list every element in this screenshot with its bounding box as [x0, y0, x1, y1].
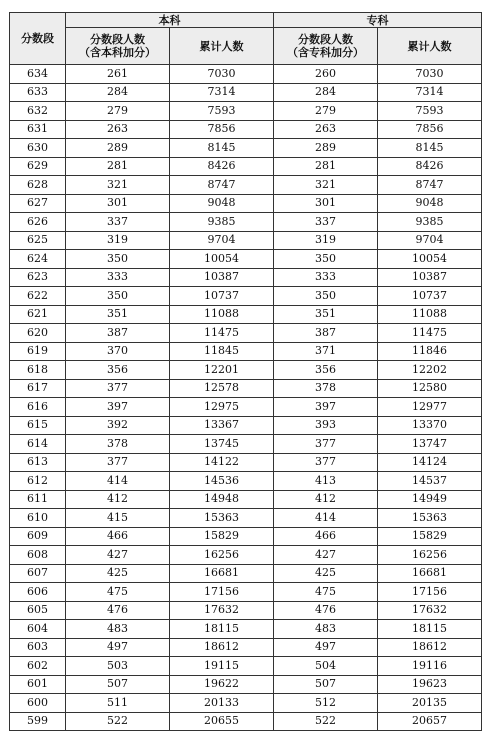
benke-cumulative-cell: 9385	[170, 213, 274, 232]
zhuanke-cumulative-cell: 12977	[378, 398, 482, 417]
benke-cumulative-cell: 11088	[170, 305, 274, 324]
score-cell: 628	[10, 176, 66, 195]
header-zhuanke-count	[274, 28, 378, 65]
score-cell: 608	[10, 546, 66, 565]
score-cell: 632	[10, 102, 66, 121]
header-group-zhuanke: 专科	[274, 13, 482, 28]
zhuanke-cumulative-cell: 20657	[378, 712, 482, 731]
zhuanke-count-cell: 321	[274, 176, 378, 195]
zhuanke-cumulative-cell: 10737	[378, 287, 482, 306]
benke-cumulative-cell: 8145	[170, 139, 274, 158]
zhuanke-cumulative-cell: 10054	[378, 250, 482, 269]
score-cell: 631	[10, 120, 66, 139]
table-row	[10, 453, 482, 472]
benke-count-cell: 356	[66, 361, 170, 380]
zhuanke-cumulative-cell: 7593	[378, 102, 482, 121]
table-row	[10, 120, 482, 139]
zhuanke-cumulative-cell: 14124	[378, 453, 482, 472]
zhuanke-cumulative-cell: 15829	[378, 527, 482, 546]
benke-count-cell: 281	[66, 157, 170, 176]
score-cell: 626	[10, 213, 66, 232]
score-cell: 612	[10, 472, 66, 491]
zhuanke-cumulative-cell: 9048	[378, 194, 482, 213]
zhuanke-count-cell: 427	[274, 546, 378, 565]
zhuanke-cumulative-cell: 7856	[378, 120, 482, 139]
header-zhuanke-cumulative: 累计人数	[378, 28, 482, 65]
table-row	[10, 250, 482, 269]
table-row	[10, 324, 482, 343]
table-row	[10, 472, 482, 491]
benke-count-cell: 392	[66, 416, 170, 435]
zhuanke-cumulative-cell: 20135	[378, 694, 482, 713]
benke-cumulative-cell: 15363	[170, 509, 274, 528]
benke-cumulative-cell: 14122	[170, 453, 274, 472]
benke-cumulative-cell: 18115	[170, 620, 274, 639]
score-cell: 624	[10, 250, 66, 269]
zhuanke-count-cell: 483	[274, 620, 378, 639]
zhuanke-count-cell: 497	[274, 638, 378, 657]
benke-cumulative-cell: 7593	[170, 102, 274, 121]
header-zhuanke-count-line2: （含专科加分）	[287, 46, 364, 59]
benke-cumulative-cell: 19622	[170, 675, 274, 694]
table-row	[10, 416, 482, 435]
benke-cumulative-cell: 14948	[170, 490, 274, 509]
score-cell: 621	[10, 305, 66, 324]
score-cell: 619	[10, 342, 66, 361]
benke-count-cell: 350	[66, 287, 170, 306]
table-row	[10, 157, 482, 176]
score-cell: 618	[10, 361, 66, 380]
benke-count-cell: 511	[66, 694, 170, 713]
table-row	[10, 102, 482, 121]
zhuanke-count-cell: 377	[274, 435, 378, 454]
zhuanke-count-cell: 263	[274, 120, 378, 139]
zhuanke-cumulative-cell: 15363	[378, 509, 482, 528]
score-cell: 630	[10, 139, 66, 158]
zhuanke-count-cell: 350	[274, 250, 378, 269]
zhuanke-count-cell: 356	[274, 361, 378, 380]
benke-count-cell: 351	[66, 305, 170, 324]
table-row	[10, 564, 482, 583]
table-row	[10, 287, 482, 306]
score-cell: 627	[10, 194, 66, 213]
header-row-groups	[10, 13, 482, 28]
zhuanke-count-cell: 512	[274, 694, 378, 713]
zhuanke-cumulative-cell: 16681	[378, 564, 482, 583]
score-cell: 633	[10, 83, 66, 102]
score-cell: 623	[10, 268, 66, 287]
table-row	[10, 176, 482, 195]
zhuanke-cumulative-cell: 9704	[378, 231, 482, 250]
benke-cumulative-cell: 10054	[170, 250, 274, 269]
zhuanke-count-cell: 260	[274, 65, 378, 84]
benke-cumulative-cell: 17632	[170, 601, 274, 620]
benke-count-cell: 350	[66, 250, 170, 269]
zhuanke-cumulative-cell: 18612	[378, 638, 482, 657]
header-benke-count	[66, 28, 170, 65]
benke-cumulative-cell: 12578	[170, 379, 274, 398]
zhuanke-count-cell: 476	[274, 601, 378, 620]
benke-count-cell: 377	[66, 453, 170, 472]
benke-count-cell: 412	[66, 490, 170, 509]
benke-count-cell: 337	[66, 213, 170, 232]
benke-count-cell: 425	[66, 564, 170, 583]
benke-count-cell: 261	[66, 65, 170, 84]
zhuanke-cumulative-cell: 11846	[378, 342, 482, 361]
zhuanke-count-cell: 412	[274, 490, 378, 509]
zhuanke-cumulative-cell: 17632	[378, 601, 482, 620]
table-row	[10, 65, 482, 84]
header-benke-count-line2: （含本科加分）	[79, 46, 156, 59]
benke-count-cell: 370	[66, 342, 170, 361]
benke-count-cell: 503	[66, 657, 170, 676]
benke-count-cell: 319	[66, 231, 170, 250]
benke-cumulative-cell: 7030	[170, 65, 274, 84]
benke-count-cell: 476	[66, 601, 170, 620]
zhuanke-count-cell: 377	[274, 453, 378, 472]
score-cell: 602	[10, 657, 66, 676]
zhuanke-cumulative-cell: 19116	[378, 657, 482, 676]
zhuanke-cumulative-cell: 12202	[378, 361, 482, 380]
zhuanke-count-cell: 378	[274, 379, 378, 398]
zhuanke-count-cell: 284	[274, 83, 378, 102]
score-cell: 611	[10, 490, 66, 509]
score-cell: 607	[10, 564, 66, 583]
table-row	[10, 379, 482, 398]
zhuanke-count-cell: 279	[274, 102, 378, 121]
zhuanke-cumulative-cell: 7030	[378, 65, 482, 84]
zhuanke-cumulative-cell: 9385	[378, 213, 482, 232]
benke-cumulative-cell: 12201	[170, 361, 274, 380]
benke-cumulative-cell: 12975	[170, 398, 274, 417]
table-row	[10, 490, 482, 509]
benke-cumulative-cell: 8426	[170, 157, 274, 176]
benke-cumulative-cell: 7314	[170, 83, 274, 102]
zhuanke-cumulative-cell: 8426	[378, 157, 482, 176]
score-cell: 629	[10, 157, 66, 176]
zhuanke-cumulative-cell: 8747	[378, 176, 482, 195]
zhuanke-count-cell: 414	[274, 509, 378, 528]
score-cell: 613	[10, 453, 66, 472]
score-distribution-table	[9, 12, 482, 731]
score-cell: 620	[10, 324, 66, 343]
benke-count-cell: 301	[66, 194, 170, 213]
zhuanke-count-cell: 337	[274, 213, 378, 232]
table-row	[10, 509, 482, 528]
zhuanke-count-cell: 507	[274, 675, 378, 694]
header-score: 分数段	[10, 13, 66, 65]
score-cell: 600	[10, 694, 66, 713]
benke-count-cell: 427	[66, 546, 170, 565]
zhuanke-count-cell: 350	[274, 287, 378, 306]
zhuanke-count-cell: 413	[274, 472, 378, 491]
benke-count-cell: 378	[66, 435, 170, 454]
header-row-columns	[10, 28, 482, 65]
table-row	[10, 213, 482, 232]
zhuanke-count-cell: 504	[274, 657, 378, 676]
zhuanke-cumulative-cell: 10387	[378, 268, 482, 287]
benke-cumulative-cell: 13745	[170, 435, 274, 454]
benke-cumulative-cell: 13367	[170, 416, 274, 435]
zhuanke-cumulative-cell: 18115	[378, 620, 482, 639]
header-group-benke: 本科	[66, 13, 274, 28]
header-benke-count-line1: 分数段人数	[90, 33, 145, 46]
benke-cumulative-cell: 20133	[170, 694, 274, 713]
benke-count-cell: 263	[66, 120, 170, 139]
score-cell: 617	[10, 379, 66, 398]
benke-cumulative-cell: 7856	[170, 120, 274, 139]
table-row	[10, 231, 482, 250]
score-cell: 614	[10, 435, 66, 454]
zhuanke-count-cell: 319	[274, 231, 378, 250]
zhuanke-count-cell: 301	[274, 194, 378, 213]
zhuanke-count-cell: 351	[274, 305, 378, 324]
benke-cumulative-cell: 19115	[170, 657, 274, 676]
benke-cumulative-cell: 11845	[170, 342, 274, 361]
zhuanke-cumulative-cell: 11475	[378, 324, 482, 343]
zhuanke-cumulative-cell: 7314	[378, 83, 482, 102]
header-zhuanke-count-line1: 分数段人数	[298, 33, 353, 46]
table-row	[10, 657, 482, 676]
table-row	[10, 620, 482, 639]
benke-count-cell: 497	[66, 638, 170, 657]
zhuanke-cumulative-cell: 13370	[378, 416, 482, 435]
benke-cumulative-cell: 15829	[170, 527, 274, 546]
zhuanke-count-cell: 466	[274, 527, 378, 546]
score-cell: 605	[10, 601, 66, 620]
benke-count-cell: 483	[66, 620, 170, 639]
score-cell: 622	[10, 287, 66, 306]
benke-count-cell: 387	[66, 324, 170, 343]
table-row	[10, 712, 482, 731]
table-row	[10, 268, 482, 287]
score-cell: 615	[10, 416, 66, 435]
benke-count-cell: 377	[66, 379, 170, 398]
score-cell: 601	[10, 675, 66, 694]
benke-count-cell: 522	[66, 712, 170, 731]
table-row	[10, 675, 482, 694]
benke-cumulative-cell: 14536	[170, 472, 274, 491]
zhuanke-cumulative-cell: 12580	[378, 379, 482, 398]
score-cell: 606	[10, 583, 66, 602]
benke-count-cell: 279	[66, 102, 170, 121]
zhuanke-count-cell: 397	[274, 398, 378, 417]
zhuanke-cumulative-cell: 16256	[378, 546, 482, 565]
zhuanke-count-cell: 289	[274, 139, 378, 158]
benke-cumulative-cell: 8747	[170, 176, 274, 195]
benke-count-cell: 321	[66, 176, 170, 195]
table-row	[10, 601, 482, 620]
table-body	[10, 65, 482, 731]
benke-cumulative-cell: 18612	[170, 638, 274, 657]
benke-count-cell: 507	[66, 675, 170, 694]
table-row	[10, 546, 482, 565]
zhuanke-count-cell: 425	[274, 564, 378, 583]
zhuanke-cumulative-cell: 11088	[378, 305, 482, 324]
score-cell: 603	[10, 638, 66, 657]
zhuanke-cumulative-cell: 13747	[378, 435, 482, 454]
zhuanke-cumulative-cell: 8145	[378, 139, 482, 158]
table-row	[10, 139, 482, 158]
benke-cumulative-cell: 16681	[170, 564, 274, 583]
benke-cumulative-cell: 10387	[170, 268, 274, 287]
table-row	[10, 83, 482, 102]
benke-count-cell: 466	[66, 527, 170, 546]
score-cell: 610	[10, 509, 66, 528]
zhuanke-count-cell: 281	[274, 157, 378, 176]
zhuanke-cumulative-cell: 17156	[378, 583, 482, 602]
score-cell: 634	[10, 65, 66, 84]
benke-cumulative-cell: 9704	[170, 231, 274, 250]
benke-count-cell: 397	[66, 398, 170, 417]
zhuanke-count-cell: 522	[274, 712, 378, 731]
benke-cumulative-cell: 9048	[170, 194, 274, 213]
benke-count-cell: 415	[66, 509, 170, 528]
table-row	[10, 342, 482, 361]
zhuanke-count-cell: 387	[274, 324, 378, 343]
zhuanke-cumulative-cell: 19623	[378, 675, 482, 694]
score-cell: 599	[10, 712, 66, 731]
zhuanke-count-cell: 393	[274, 416, 378, 435]
table-row	[10, 361, 482, 380]
benke-count-cell: 475	[66, 583, 170, 602]
table-row	[10, 583, 482, 602]
table-row	[10, 638, 482, 657]
zhuanke-cumulative-cell: 14949	[378, 490, 482, 509]
benke-cumulative-cell: 10737	[170, 287, 274, 306]
table-row	[10, 694, 482, 713]
header-benke-cumulative: 累计人数	[170, 28, 274, 65]
table-row	[10, 527, 482, 546]
zhuanke-count-cell: 333	[274, 268, 378, 287]
score-cell: 616	[10, 398, 66, 417]
zhuanke-count-cell: 371	[274, 342, 378, 361]
benke-cumulative-cell: 16256	[170, 546, 274, 565]
table-row	[10, 398, 482, 417]
benke-count-cell: 333	[66, 268, 170, 287]
benke-cumulative-cell: 20655	[170, 712, 274, 731]
zhuanke-count-cell: 475	[274, 583, 378, 602]
benke-count-cell: 284	[66, 83, 170, 102]
table-row	[10, 305, 482, 324]
table-row	[10, 194, 482, 213]
zhuanke-cumulative-cell: 14537	[378, 472, 482, 491]
score-cell: 609	[10, 527, 66, 546]
benke-count-cell: 414	[66, 472, 170, 491]
benke-cumulative-cell: 11475	[170, 324, 274, 343]
benke-count-cell: 289	[66, 139, 170, 158]
table-row	[10, 435, 482, 454]
score-cell: 604	[10, 620, 66, 639]
benke-cumulative-cell: 17156	[170, 583, 274, 602]
score-cell: 625	[10, 231, 66, 250]
